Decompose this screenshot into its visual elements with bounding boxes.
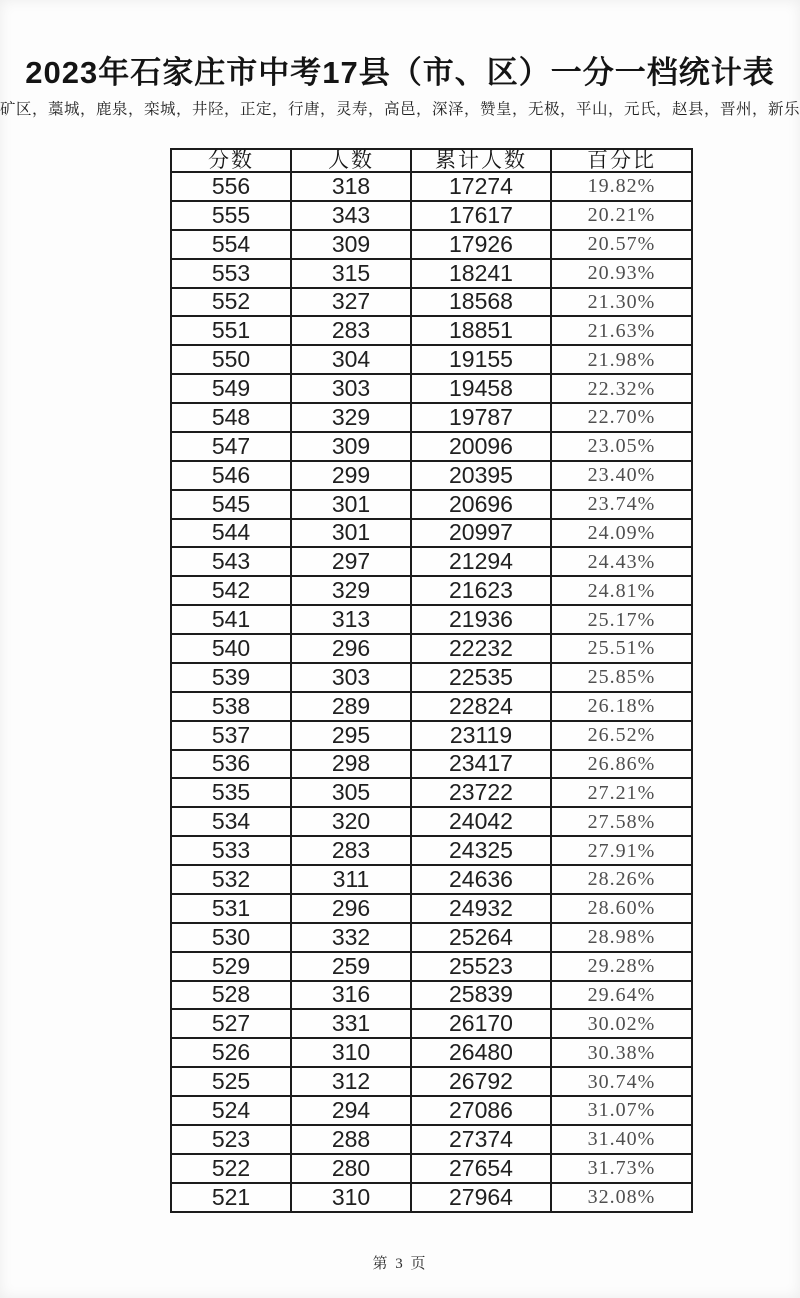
table-row — [171, 663, 692, 692]
header-percent: 百分比 — [551, 149, 692, 172]
cell-count: 313 — [291, 605, 411, 634]
cell-cumulative: 19458 — [411, 374, 551, 403]
cell-count: 299 — [291, 461, 411, 490]
cell-cumulative: 25264 — [411, 923, 551, 952]
cell-percent: 27.21% — [551, 778, 692, 807]
table-row — [171, 1038, 692, 1067]
cell-score: 555 — [171, 201, 291, 230]
cell-score: 536 — [171, 750, 291, 779]
table-row — [171, 288, 692, 317]
cell-percent: 21.30% — [551, 288, 692, 317]
cell-cumulative: 27086 — [411, 1096, 551, 1125]
cell-count: 310 — [291, 1038, 411, 1067]
table-row — [171, 316, 692, 345]
cell-score: 556 — [171, 172, 291, 201]
cell-count: 320 — [291, 807, 411, 836]
cell-score: 548 — [171, 403, 291, 432]
cell-count: 316 — [291, 981, 411, 1010]
cell-cumulative: 24932 — [411, 894, 551, 923]
cell-cumulative: 17274 — [411, 172, 551, 201]
cell-percent: 30.74% — [551, 1067, 692, 1096]
cell-percent: 27.58% — [551, 807, 692, 836]
table-row — [171, 605, 692, 634]
cell-cumulative: 26480 — [411, 1038, 551, 1067]
cell-percent: 25.51% — [551, 634, 692, 663]
cell-count: 301 — [291, 490, 411, 519]
cell-cumulative: 27374 — [411, 1125, 551, 1154]
cell-count: 318 — [291, 172, 411, 201]
cell-count: 327 — [291, 288, 411, 317]
table-row — [171, 692, 692, 721]
cell-score: 540 — [171, 634, 291, 663]
cell-cumulative: 23722 — [411, 778, 551, 807]
cell-count: 311 — [291, 865, 411, 894]
cell-percent: 19.82% — [551, 172, 692, 201]
cell-count: 309 — [291, 432, 411, 461]
cell-score: 534 — [171, 807, 291, 836]
cell-percent: 23.05% — [551, 432, 692, 461]
table-row — [171, 345, 692, 374]
cell-count: 296 — [291, 634, 411, 663]
table-row — [171, 981, 692, 1010]
cell-score: 528 — [171, 981, 291, 1010]
table-row — [171, 1125, 692, 1154]
cell-cumulative: 17926 — [411, 230, 551, 259]
cell-percent: 26.52% — [551, 721, 692, 750]
cell-score: 523 — [171, 1125, 291, 1154]
table-row — [171, 490, 692, 519]
cell-score: 533 — [171, 836, 291, 865]
cell-cumulative: 18568 — [411, 288, 551, 317]
cell-score: 551 — [171, 316, 291, 345]
table-row — [171, 230, 692, 259]
cell-score: 527 — [171, 1009, 291, 1038]
cell-count: 329 — [291, 403, 411, 432]
table-header — [171, 149, 692, 172]
cell-percent: 29.64% — [551, 981, 692, 1010]
header-count: 人数 — [291, 149, 411, 172]
table-row — [171, 403, 692, 432]
cell-percent: 30.02% — [551, 1009, 692, 1038]
cell-percent: 31.40% — [551, 1125, 692, 1154]
cell-score: 530 — [171, 923, 291, 952]
table-row — [171, 374, 692, 403]
cell-percent: 29.28% — [551, 952, 692, 981]
table-row — [171, 894, 692, 923]
cell-cumulative: 24042 — [411, 807, 551, 836]
cell-cumulative: 19155 — [411, 345, 551, 374]
table-row — [171, 1067, 692, 1096]
cell-count: 289 — [291, 692, 411, 721]
cell-count: 259 — [291, 952, 411, 981]
table-row — [171, 519, 692, 548]
table-row — [171, 634, 692, 663]
table-row — [171, 721, 692, 750]
cell-count: 329 — [291, 576, 411, 605]
cell-count: 331 — [291, 1009, 411, 1038]
table-body — [171, 172, 692, 1212]
table-row — [171, 1183, 692, 1212]
table-row — [171, 547, 692, 576]
cell-score: 529 — [171, 952, 291, 981]
cell-score: 549 — [171, 374, 291, 403]
cell-percent: 28.60% — [551, 894, 692, 923]
cell-score: 539 — [171, 663, 291, 692]
cell-score: 521 — [171, 1183, 291, 1212]
cell-percent: 24.09% — [551, 519, 692, 548]
cell-percent: 25.17% — [551, 605, 692, 634]
table-row — [171, 952, 692, 981]
cell-count: 343 — [291, 201, 411, 230]
cell-cumulative: 25839 — [411, 981, 551, 1010]
table-row — [171, 259, 692, 288]
cell-score: 546 — [171, 461, 291, 490]
table-header-row — [171, 149, 692, 172]
cell-score: 526 — [171, 1038, 291, 1067]
table-row — [171, 201, 692, 230]
cell-cumulative: 22535 — [411, 663, 551, 692]
cell-count: 303 — [291, 374, 411, 403]
cell-percent: 24.43% — [551, 547, 692, 576]
cell-percent: 23.74% — [551, 490, 692, 519]
table-row — [171, 1009, 692, 1038]
cell-count: 305 — [291, 778, 411, 807]
cell-cumulative: 24636 — [411, 865, 551, 894]
cell-percent: 26.18% — [551, 692, 692, 721]
cell-count: 280 — [291, 1154, 411, 1183]
cell-cumulative: 23119 — [411, 721, 551, 750]
score-distribution-table — [170, 148, 693, 1213]
cell-count: 309 — [291, 230, 411, 259]
cell-score: 552 — [171, 288, 291, 317]
cell-cumulative: 17617 — [411, 201, 551, 230]
cell-count: 303 — [291, 663, 411, 692]
table-row — [171, 172, 692, 201]
cell-score: 541 — [171, 605, 291, 634]
cell-cumulative: 25523 — [411, 952, 551, 981]
cell-count: 288 — [291, 1125, 411, 1154]
cell-score: 537 — [171, 721, 291, 750]
cell-score: 543 — [171, 547, 291, 576]
table-row — [171, 1154, 692, 1183]
cell-cumulative: 20997 — [411, 519, 551, 548]
cell-score: 524 — [171, 1096, 291, 1125]
cell-cumulative: 20096 — [411, 432, 551, 461]
cell-count: 304 — [291, 345, 411, 374]
cell-cumulative: 24325 — [411, 836, 551, 865]
page-number-footer: 第 3 页 — [372, 1256, 428, 1272]
cell-cumulative: 21294 — [411, 547, 551, 576]
cell-percent: 26.86% — [551, 750, 692, 779]
cell-count: 315 — [291, 259, 411, 288]
cell-count: 295 — [291, 721, 411, 750]
cell-score: 545 — [171, 490, 291, 519]
cell-count: 332 — [291, 923, 411, 952]
cell-count: 298 — [291, 750, 411, 779]
table-row — [171, 576, 692, 605]
table-row — [171, 461, 692, 490]
cell-cumulative: 21936 — [411, 605, 551, 634]
cell-score: 542 — [171, 576, 291, 605]
table-row — [171, 778, 692, 807]
cell-percent: 20.57% — [551, 230, 692, 259]
cell-cumulative: 19787 — [411, 403, 551, 432]
cell-count: 294 — [291, 1096, 411, 1125]
cell-count: 283 — [291, 316, 411, 345]
table-row — [171, 750, 692, 779]
cell-cumulative: 22824 — [411, 692, 551, 721]
cell-score: 538 — [171, 692, 291, 721]
cell-cumulative: 18241 — [411, 259, 551, 288]
header-cumulative: 累计人数 — [411, 149, 551, 172]
cell-score: 532 — [171, 865, 291, 894]
cell-score: 550 — [171, 345, 291, 374]
table-row — [171, 807, 692, 836]
cell-cumulative: 27964 — [411, 1183, 551, 1212]
cell-cumulative: 23417 — [411, 750, 551, 779]
cell-cumulative: 18851 — [411, 316, 551, 345]
page-title: 2023年石家庄市中考17县（市、区）一分一档统计表 — [25, 55, 775, 90]
cell-percent: 21.98% — [551, 345, 692, 374]
cell-count: 297 — [291, 547, 411, 576]
cell-percent: 28.98% — [551, 923, 692, 952]
cell-score: 522 — [171, 1154, 291, 1183]
cell-score: 535 — [171, 778, 291, 807]
cell-cumulative: 26170 — [411, 1009, 551, 1038]
cell-percent: 30.38% — [551, 1038, 692, 1067]
cell-percent: 25.85% — [551, 663, 692, 692]
cell-score: 544 — [171, 519, 291, 548]
cell-percent: 31.73% — [551, 1154, 692, 1183]
cell-cumulative: 21623 — [411, 576, 551, 605]
cell-percent: 22.32% — [551, 374, 692, 403]
header-score: 分数 — [171, 149, 291, 172]
cell-count: 312 — [291, 1067, 411, 1096]
cell-cumulative: 27654 — [411, 1154, 551, 1183]
cell-cumulative: 20395 — [411, 461, 551, 490]
cell-percent: 32.08% — [551, 1183, 692, 1212]
cell-count: 283 — [291, 836, 411, 865]
cell-cumulative: 22232 — [411, 634, 551, 663]
table-row — [171, 865, 692, 894]
cell-percent: 24.81% — [551, 576, 692, 605]
cell-cumulative: 26792 — [411, 1067, 551, 1096]
table-row — [171, 1096, 692, 1125]
cell-score: 531 — [171, 894, 291, 923]
cell-score: 547 — [171, 432, 291, 461]
cell-score: 553 — [171, 259, 291, 288]
county-list-subtitle: 矿区，藁城，鹿泉，栾城，井陉，正定，行唐，灵寿，高邑，深泽，赞皇，无极，平山，元氏，赵县，晋州，新乐 — [0, 101, 800, 118]
cell-count: 301 — [291, 519, 411, 548]
cell-count: 296 — [291, 894, 411, 923]
cell-percent: 20.93% — [551, 259, 692, 288]
cell-percent: 28.26% — [551, 865, 692, 894]
cell-percent: 23.40% — [551, 461, 692, 490]
cell-percent: 31.07% — [551, 1096, 692, 1125]
cell-percent: 22.70% — [551, 403, 692, 432]
table-row — [171, 432, 692, 461]
table-row — [171, 923, 692, 952]
table-row — [171, 836, 692, 865]
cell-percent: 21.63% — [551, 316, 692, 345]
cell-score: 525 — [171, 1067, 291, 1096]
cell-score: 554 — [171, 230, 291, 259]
cell-percent: 20.21% — [551, 201, 692, 230]
cell-count: 310 — [291, 1183, 411, 1212]
cell-percent: 27.91% — [551, 836, 692, 865]
cell-cumulative: 20696 — [411, 490, 551, 519]
